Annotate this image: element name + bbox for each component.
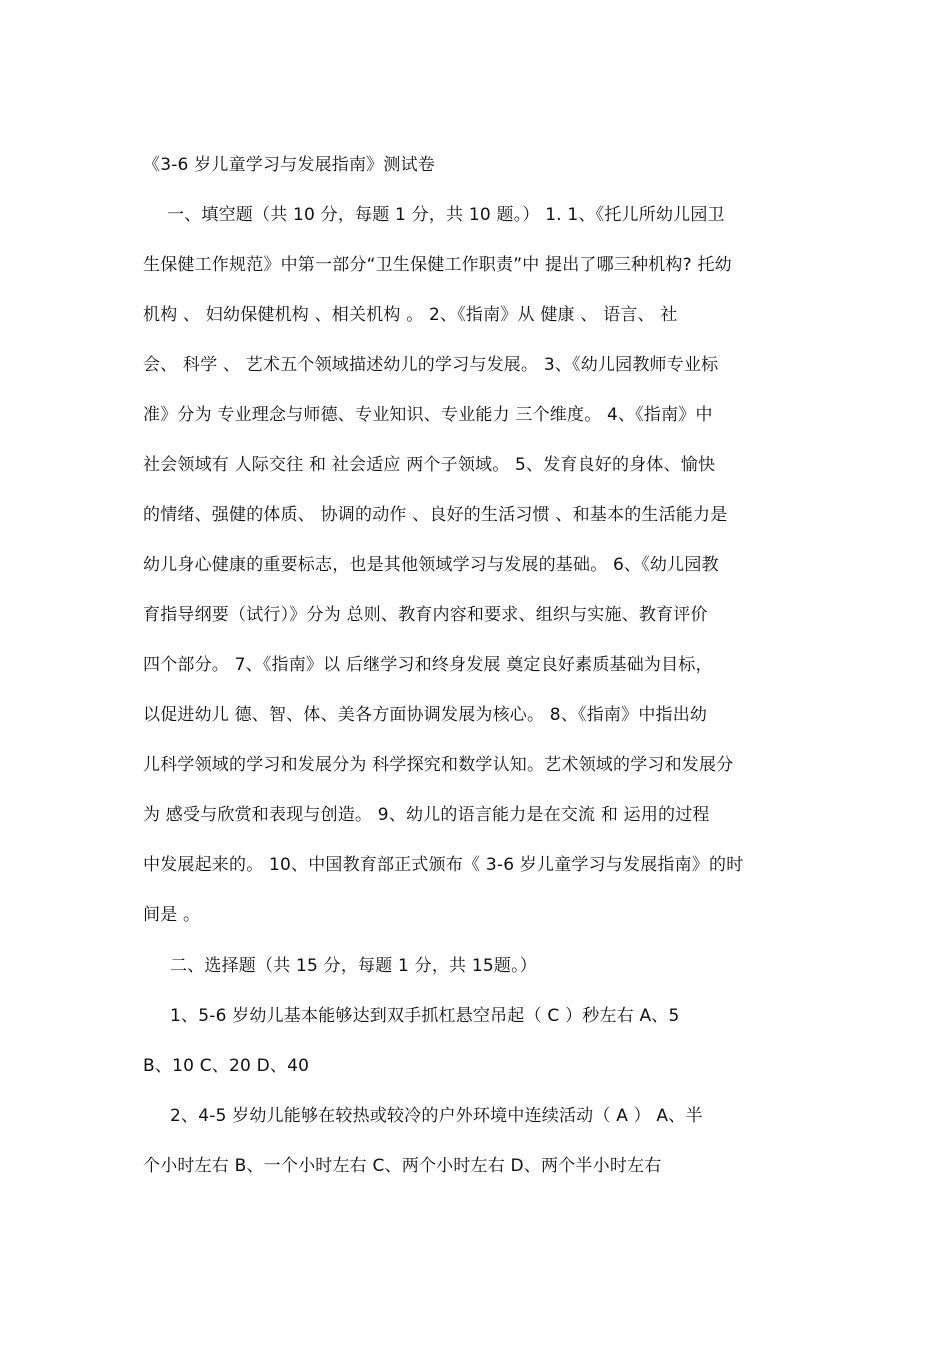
text-line: 幼儿身心健康的重要标志，也是其他领域学习与发展的基础。 6、《幼儿园教 [143,555,719,575]
text-line: 生保健工作规范》中第一部分“卫生保健工作职责”中 提出了哪三种机构? 托幼 [143,255,732,275]
text-line: 社会领域有 人际交往 和 社会适应 两个子领域。 5、发育良好的身体、愉快 [143,455,716,475]
text-line: 以促进幼儿 德、智、体、美各方面协调发展为核心。 8、《指南》中指出幼 [143,705,708,725]
text-line: 机构 、 妇幼保健机构 、相关机构 。 2、《指南》从 健康 、 语言、 社 [143,305,678,325]
text-line: 儿科学领域的学习和发展分为 科学探究和数学认知。艺术领域的学习和发展分 [143,755,734,775]
document-title: 《3-6 岁儿童学习与发展指南》测试卷 [143,155,435,175]
question-line: B、10 C、20 D、40 [143,1056,310,1076]
text-line: 一、填空题（共 10 分，每题 1 分，共 10 题。） 1. 1、《托儿所幼儿园卫 [167,205,725,225]
text-line: 会、 科学 、 艺术五个领域描述幼儿的学习与发展。 3、《幼儿园教师专业标 [143,355,719,375]
question-line: 2、4-5 岁幼儿能够在较热或较冷的户外环境中连续活动（ A ） A、半 [170,1106,703,1126]
text-line: 四个部分。 7、《指南》以 后继学习和终身发展 奠定良好素质基础为目标， [143,655,713,675]
question-line: 个小时左右 B、一个小时左右 C、两个小时左右 D、两个半小时左右 [143,1156,662,1176]
text-line: 准》分为 专业理念与师德、专业知识、专业能力 三个维度。 4、《指南》中 [143,405,713,425]
text-line: 间是 。 [143,905,201,925]
text-line: 中发展起来的。 10、中国教育部正式颁布《 3-6 岁儿童学习与发展指南》的时 [143,855,744,875]
text-line: 的情绪、强健的体质、 协调的动作 、良好的生活习惯 、和基本的生活能力是 [143,505,728,525]
section-heading: 二、选择题（共 15 分，每题 1 分，共 15题。） [170,956,537,976]
text-line: 育指导纲要（试行）》分为 总则、教育内容和要求、组织与实施、教育评价 [143,605,708,625]
text-line: 为 感受与欣赏和表现与创造。 9、幼儿的语言能力是在交流 和 运用的过程 [143,805,710,825]
question-line: 1、5-6 岁幼儿基本能够达到双手抓杠悬空吊起（ C ）秒左右 A、5 [170,1006,680,1026]
